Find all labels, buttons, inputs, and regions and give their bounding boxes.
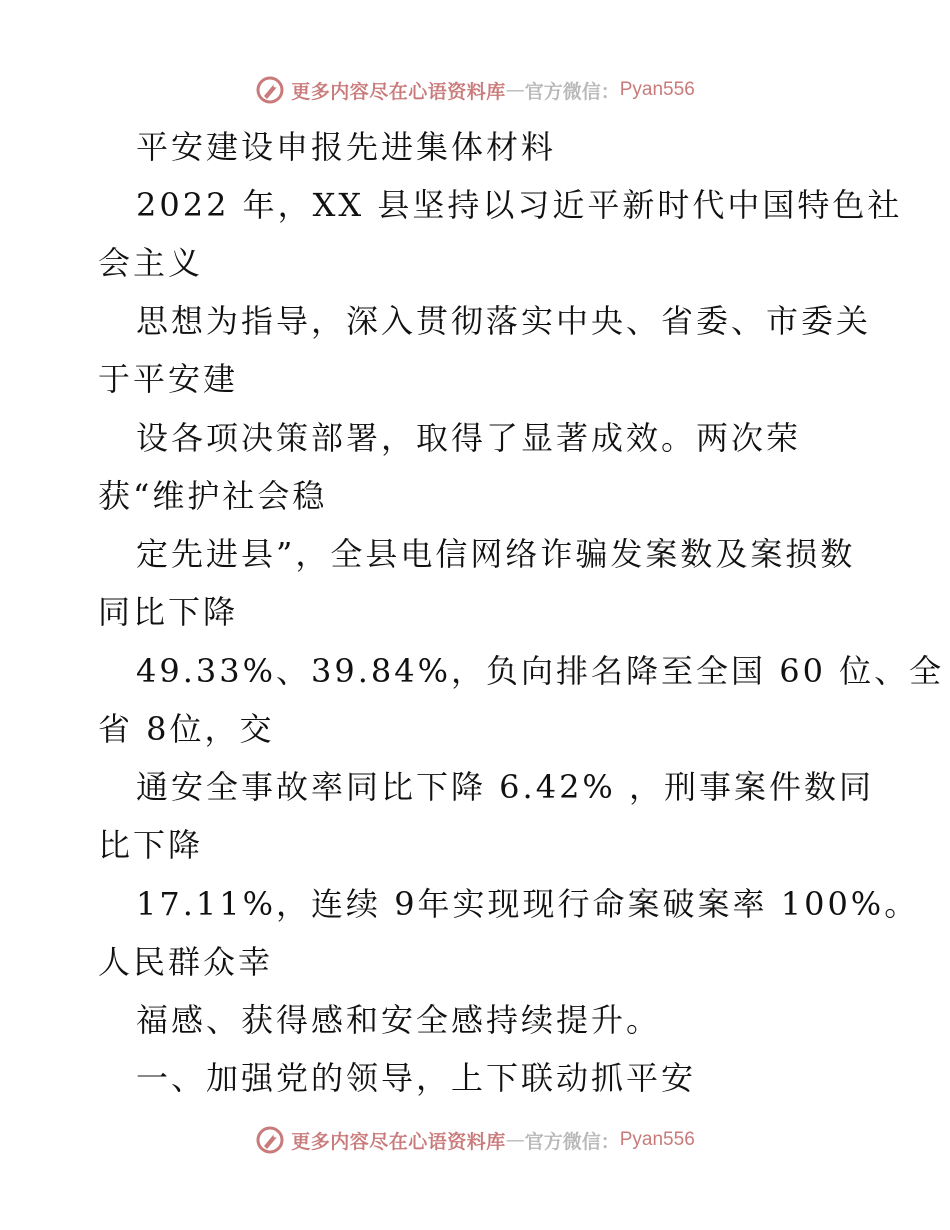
- watermark-separator: —: [505, 1129, 525, 1151]
- seal-pen-icon: [255, 1125, 285, 1155]
- section-heading: 一、加强党的领导，上下联动抓平安: [136, 1059, 697, 1097]
- document-line: 设各项决策部署，取得了显著成效。两次荣: [136, 419, 802, 457]
- document-line: 思想为指导，深入贯彻落实中央、省委、市委关: [136, 302, 872, 340]
- watermark-wechat-label: 官方微信：: [524, 80, 620, 103]
- watermark-wechat-label: 官方微信：: [524, 1130, 620, 1153]
- seal-pen-icon: [255, 75, 285, 105]
- watermark-brand-text: 更多内容尽在心语资料库: [291, 80, 506, 103]
- document-line: 省 8位，交: [98, 710, 275, 748]
- document-line: 49.33%、39.84%，负向排名降至全国 60 位、全: [136, 652, 945, 690]
- document-line: 17.11%，连续 9年实现现行命案破案率 100%。: [136, 885, 920, 923]
- document-line: 会主义: [98, 244, 204, 282]
- document-line: 同比下降: [98, 593, 239, 631]
- watermark-banner-bottom: [0, 1120, 950, 1160]
- document-line: 2022 年，XX 县坚持以习近平新时代中国特色社: [136, 186, 903, 224]
- document-line: 比下降: [98, 826, 204, 864]
- document-line: 福感、获得感和安全感持续提升。: [136, 1001, 662, 1039]
- document-title: 平安建设申报先进集体材料: [136, 128, 557, 166]
- watermark-separator: —: [505, 79, 525, 101]
- watermark-wechat-id: Pyan556: [619, 1129, 695, 1150]
- document-line: 定先进县”，全县电信网络诈骗发案数及案损数: [136, 535, 856, 573]
- document-line: 人民群众幸: [98, 943, 274, 981]
- document-line: 于平安建: [98, 360, 239, 398]
- document-line: 通安全事故率同比下降 6.42% ，刑事案件数同: [136, 768, 875, 806]
- watermark-brand-text: 更多内容尽在心语资料库: [291, 1130, 506, 1153]
- watermark-wechat-id: Pyan556: [619, 79, 695, 100]
- watermark-banner-top: [0, 70, 950, 110]
- document-line: 获“维护社会稳: [98, 477, 328, 515]
